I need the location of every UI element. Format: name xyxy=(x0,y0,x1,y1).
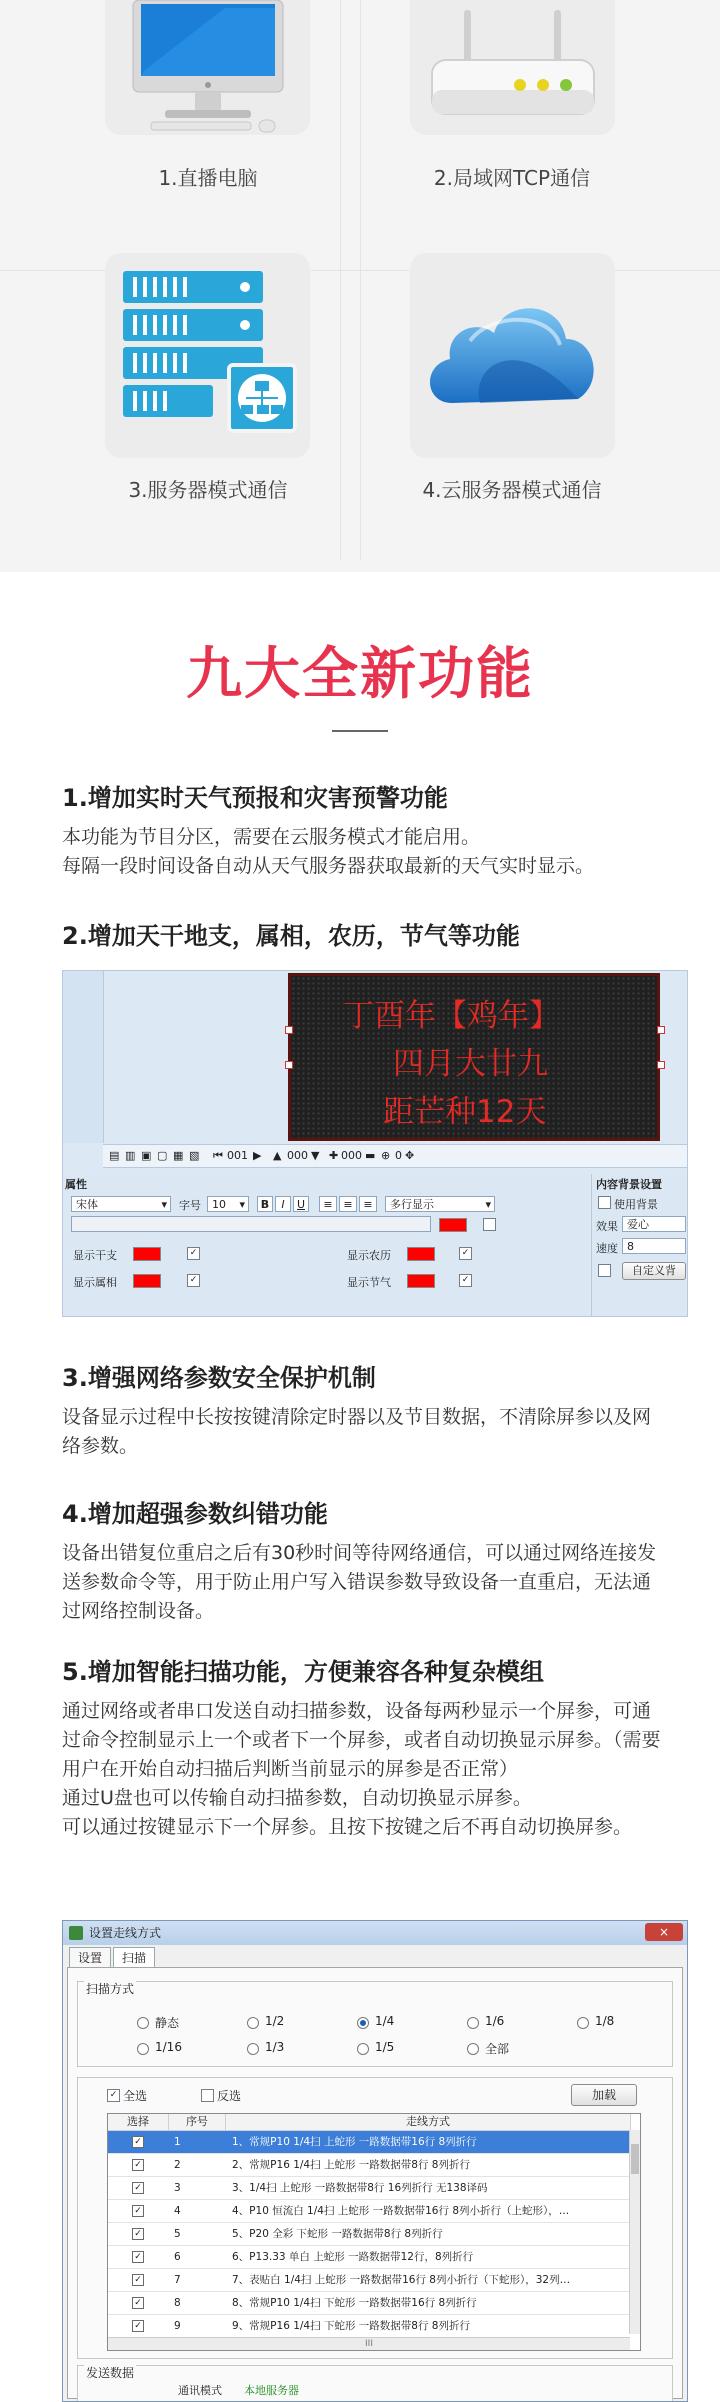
scan-radio[interactable] xyxy=(247,2017,259,2029)
layout-icon[interactable]: ▤ xyxy=(109,1149,120,1162)
effect-select[interactable]: 爱心 xyxy=(622,1216,686,1232)
italic-button[interactable]: I xyxy=(275,1196,291,1212)
comm-mode-label: 通讯模式 xyxy=(178,2384,222,2397)
row-checkbox[interactable]: ✓ xyxy=(132,2182,144,2194)
resize-handle[interactable] xyxy=(285,1061,293,1069)
scan-radio-label: 1/8 xyxy=(595,2014,615,2028)
router-tile xyxy=(410,0,615,135)
bg-title: 内容背景设置 xyxy=(596,1178,662,1191)
feature-heading: 5.增加智能扫描功能，方便兼容各种复杂模组 xyxy=(62,1658,544,1686)
row-checkbox[interactable]: ✓ xyxy=(132,2320,144,2332)
feature-body xyxy=(62,1539,662,1626)
effect-label: 效果 xyxy=(596,1220,618,1233)
row-checkbox[interactable]: ✓ xyxy=(132,2228,144,2240)
text-input[interactable] xyxy=(71,1216,431,1232)
scan-settings-dialog xyxy=(62,1920,688,2402)
chevron-down-icon: ▾ xyxy=(485,1198,491,1211)
router-icon xyxy=(410,0,615,135)
row-number: 5 xyxy=(174,2228,181,2240)
led-line: 四月大廿九 xyxy=(393,1046,548,1082)
row-number: 3 xyxy=(174,2182,181,2194)
resize-handle[interactable] xyxy=(657,1061,665,1069)
server-icon xyxy=(105,253,310,458)
layout-icon[interactable]: ▢ xyxy=(157,1149,168,1162)
scan-radio-selected[interactable] xyxy=(357,2017,369,2029)
led-line: 丁酉年【鸡年】 xyxy=(343,998,560,1034)
scan-radio-label: 静态 xyxy=(155,2016,180,2030)
row-number: 8 xyxy=(174,2297,181,2309)
minus-icon[interactable]: ▬ xyxy=(365,1149,376,1162)
scan-radio-label: 1/2 xyxy=(265,2014,285,2028)
color-swatch[interactable] xyxy=(133,1247,161,1261)
font-size-label: 字号 xyxy=(179,1199,201,1212)
checkbox[interactable]: ✓ xyxy=(459,1274,472,1287)
font-value: 宋体 xyxy=(76,1198,98,1211)
tab-settings[interactable]: 设置 xyxy=(69,1947,111,1968)
cloud-icon xyxy=(410,253,615,458)
table-row[interactable] xyxy=(108,2292,630,2315)
feature-line: 每隔一段时间设备自动从天气服务器获取最新的天气实时显示。 xyxy=(62,855,595,877)
scan-radio[interactable] xyxy=(467,2043,479,2055)
led-editor-screenshot xyxy=(62,970,688,1317)
select-all-label: 全选 xyxy=(123,2089,148,2103)
layout-icon[interactable]: ▥ xyxy=(125,1149,136,1162)
scan-mode-label: 扫描方式 xyxy=(86,1982,135,1996)
color-swatch[interactable] xyxy=(439,1218,467,1232)
next-frame-icon[interactable]: ▶ xyxy=(253,1149,262,1162)
down-icon[interactable]: ▼ xyxy=(311,1149,320,1162)
color-swatch[interactable] xyxy=(407,1274,435,1288)
row-checkbox[interactable]: ✓ xyxy=(132,2251,144,2263)
row-route: 6、P13.33 单白 上蛇形 一路数据带12行，8列折行 xyxy=(232,2251,474,2263)
led-preview xyxy=(288,973,660,1141)
load-button[interactable]: 加载 xyxy=(571,2084,637,2106)
row-checkbox[interactable]: ✓ xyxy=(132,2136,144,2148)
select-all-checkbox[interactable]: ✓ xyxy=(107,2089,120,2102)
align-center-icon[interactable]: ≡ xyxy=(339,1196,357,1212)
row-number: 2 xyxy=(174,2159,181,2171)
row-number: 9 xyxy=(174,2320,181,2332)
tab-scan[interactable]: 扫描 xyxy=(113,1947,155,1968)
table-row[interactable] xyxy=(108,2223,630,2246)
scan-radio[interactable] xyxy=(467,2017,479,2029)
scan-radio[interactable] xyxy=(137,2043,149,2055)
scan-radio-label: 1/3 xyxy=(265,2040,285,2054)
properties-label: 属性 xyxy=(65,1178,87,1191)
connection-label: 1.直播电脑 xyxy=(158,166,258,190)
feature-heading: 2.增加天干地支，属相，农历，节气等功能 xyxy=(62,922,520,950)
send-data-label: 发送数据 xyxy=(86,2366,135,2380)
row-number: 6 xyxy=(174,2251,181,2263)
layout-icon[interactable]: ▦ xyxy=(173,1149,184,1162)
checkbox[interactable]: ✓ xyxy=(459,1247,472,1260)
led-line: 距芒种12天 xyxy=(383,1094,547,1130)
row-route: 2、常规P16 1/4扫 上蛇形 一路数据带8行 8列折行 xyxy=(232,2159,470,2171)
scan-radio-label: 1/16 xyxy=(155,2040,182,2054)
invert-checkbox[interactable] xyxy=(201,2089,214,2102)
comm-mode-value: 本地服务器 xyxy=(244,2384,299,2397)
row-checkbox[interactable]: ✓ xyxy=(132,2205,144,2217)
frame-number[interactable]: 001 xyxy=(227,1149,248,1162)
row-route: 4、P10 恒流白 1/4扫 上蛇形 一路数据带16行 8列小折行（上蛇形），… xyxy=(232,2205,570,2217)
color-swatch[interactable] xyxy=(407,1247,435,1261)
row-number: 4 xyxy=(174,2205,181,2217)
row-route: 3、1/4扫 上蛇形 一路数据带8行 16列折行 无138译码 xyxy=(232,2182,488,2194)
scan-radio[interactable] xyxy=(577,2017,589,2029)
scan-radio-label: 1/6 xyxy=(485,2014,505,2028)
scan-radio-label: 1/5 xyxy=(375,2040,395,2054)
resize-handle[interactable] xyxy=(657,1026,665,1034)
send-data-group xyxy=(77,2365,673,2402)
background-settings-pane xyxy=(591,1174,688,1316)
cloud-tile xyxy=(410,253,615,458)
resize-handle[interactable] xyxy=(285,1026,293,1034)
option-label: 显示农历 xyxy=(347,1249,391,1262)
table-row[interactable] xyxy=(108,2246,630,2269)
chevron-down-icon: ▾ xyxy=(161,1198,167,1211)
route-table xyxy=(107,2113,641,2351)
feature-line: 本功能为节目分区，需要在云服务模式才能启用。 xyxy=(62,826,481,848)
feature-line: 通过网络或者串口发送自动扫描参数，设备每两秒显示一个屏参，可通过命令控制显示上一个或者下一个屏参，或者自动切换显示屏参。（需要用户在开始自动扫描后判断当前显示的屏参是否正常） xyxy=(62,1700,661,1780)
display-mode-value: 多行显示 xyxy=(390,1198,434,1211)
row-route: 1、常规P10 1/4扫 上蛇形 一路数据带16行 8列折行 xyxy=(232,2136,477,2148)
server-tile xyxy=(105,253,310,458)
scan-radio-label: 全部 xyxy=(485,2042,510,2056)
chevron-down-icon: ▾ xyxy=(239,1198,245,1211)
section-title: 九大全新功能 xyxy=(186,642,534,707)
option-label: 显示干支 xyxy=(73,1249,117,1262)
scroll-thumb[interactable] xyxy=(631,2144,639,2174)
layout-icon[interactable]: ▧ xyxy=(189,1149,200,1162)
column-header: 走线方式 xyxy=(226,2114,631,2131)
table-row[interactable] xyxy=(108,2269,630,2292)
dialog-titlebar xyxy=(63,1921,687,1945)
feature-heading: 4.增加超强参数纠错功能 xyxy=(62,1500,328,1528)
horizontal-scrollbar[interactable]: III xyxy=(108,2337,630,2350)
option-label: 显示节气 xyxy=(347,1276,391,1289)
table-row[interactable] xyxy=(108,2131,630,2154)
vertical-scrollbar[interactable] xyxy=(629,2130,640,2334)
feature-body xyxy=(62,1697,662,1842)
row-checkbox[interactable]: ✓ xyxy=(132,2297,144,2309)
value-field[interactable]: 000 xyxy=(287,1149,308,1162)
computer-tile xyxy=(105,0,310,135)
invert-label: 反选 xyxy=(217,2089,242,2103)
align-right-icon[interactable]: ≡ xyxy=(359,1196,377,1212)
feature-line: 设备出错复位重启之后有30秒时间等待网络通信，可以通过网络连接发送参数命令等，用于防止用户写入错误参数导致设备一直重启，无法通过网络控制设备。 xyxy=(62,1542,657,1622)
checkbox[interactable]: ✓ xyxy=(187,1247,200,1260)
close-button[interactable]: × xyxy=(645,1923,683,1941)
use-bg-label: 使用背景 xyxy=(614,1198,658,1211)
underline-button[interactable]: U xyxy=(293,1196,309,1212)
value-field[interactable]: 000 xyxy=(341,1149,362,1162)
use-bg-checkbox[interactable] xyxy=(598,1196,611,1209)
align-left-icon[interactable]: ≡ xyxy=(319,1196,337,1212)
zoom-icon[interactable]: ⊕ xyxy=(381,1149,391,1162)
connection-modes-section xyxy=(0,0,720,572)
row-checkbox[interactable]: ✓ xyxy=(132,2159,144,2171)
checkbox[interactable] xyxy=(483,1218,496,1231)
dialog-title: 设置走线方式 xyxy=(89,1926,162,1940)
bold-button[interactable]: B xyxy=(257,1196,273,1212)
connection-label: 2.局域网TCP通信 xyxy=(433,166,591,190)
connection-label: 4.云服务器模式通信 xyxy=(422,478,602,502)
column-header: 选择 xyxy=(108,2114,169,2131)
first-frame-icon[interactable]: ⏮ xyxy=(213,1149,223,1162)
font-size-value: 10 xyxy=(212,1198,226,1211)
value-field[interactable]: 0 xyxy=(395,1149,402,1162)
scan-radio[interactable] xyxy=(137,2017,149,2029)
scan-radio-label: 1/4 xyxy=(375,2014,395,2028)
feature-line: 可以通过按键显示下一个屏参。且按下按键之后不再自动切换屏参。 xyxy=(62,1816,633,1838)
up-icon[interactable]: ▲ xyxy=(273,1149,282,1162)
feature-heading: 1.增加实时天气预报和灾害预警功能 xyxy=(62,784,448,812)
column-header: 序号 xyxy=(169,2114,226,2131)
color-swatch[interactable] xyxy=(133,1274,161,1288)
feature-line: 通过U盘也可以传输自动扫描参数，自动切换显示屏参。 xyxy=(62,1787,532,1809)
feature-body xyxy=(62,823,662,881)
preview-toolbar xyxy=(103,1144,687,1168)
grid-line xyxy=(360,0,361,560)
table-row[interactable] xyxy=(108,2177,630,2200)
font-select[interactable] xyxy=(71,1196,171,1212)
scan-radio[interactable] xyxy=(357,2043,369,2055)
checkbox[interactable] xyxy=(598,1264,611,1277)
speed-label: 速度 xyxy=(596,1242,618,1255)
row-route: 8、常规P10 1/4扫 下蛇形 一路数据带16行 8列折行 xyxy=(232,2297,477,2309)
table-row[interactable] xyxy=(108,2154,630,2177)
row-route: 5、P20 全彩 下蛇形 一路数据带8行 8列折行 xyxy=(232,2228,443,2240)
display-mode-select[interactable] xyxy=(385,1196,495,1212)
speed-input[interactable]: 8 xyxy=(622,1238,686,1254)
plus-icon[interactable]: ✚ xyxy=(329,1149,339,1162)
custom-bg-button[interactable]: 自定义背 xyxy=(622,1262,686,1280)
app-icon xyxy=(69,1926,83,1940)
move-icon[interactable]: ✥ xyxy=(405,1149,415,1162)
table-row[interactable] xyxy=(108,2200,630,2223)
row-route: 9、常规P16 1/4扫 下蛇形 一路数据带8行 8列折行 xyxy=(232,2320,470,2332)
title-divider xyxy=(332,730,388,732)
editor-left-pane xyxy=(63,971,104,1143)
scan-radio[interactable] xyxy=(247,2043,259,2055)
feature-body xyxy=(62,1403,662,1461)
font-size-select[interactable] xyxy=(207,1196,249,1212)
feature-heading: 3.增强网络参数安全保护机制 xyxy=(62,1364,376,1392)
row-number: 1 xyxy=(174,2136,181,2148)
option-label: 显示属相 xyxy=(73,1276,117,1289)
table-row[interactable] xyxy=(108,2315,630,2338)
row-number: 7 xyxy=(174,2274,181,2286)
layout-icon[interactable]: ▣ xyxy=(141,1149,152,1162)
feature-line: 设备显示过程中长按按键清除定时器以及节目数据，不清除屏参以及网络参数。 xyxy=(62,1406,652,1457)
checkbox[interactable]: ✓ xyxy=(187,1274,200,1287)
connection-label: 3.服务器模式通信 xyxy=(128,478,288,502)
properties-pane xyxy=(63,1174,588,1316)
computer-icon xyxy=(105,0,310,135)
row-route: 7、表贴白 1/4扫 上蛇形 一路数据带16行 8列小折行（下蛇形），32列… xyxy=(232,2274,571,2286)
row-checkbox[interactable]: ✓ xyxy=(132,2274,144,2286)
